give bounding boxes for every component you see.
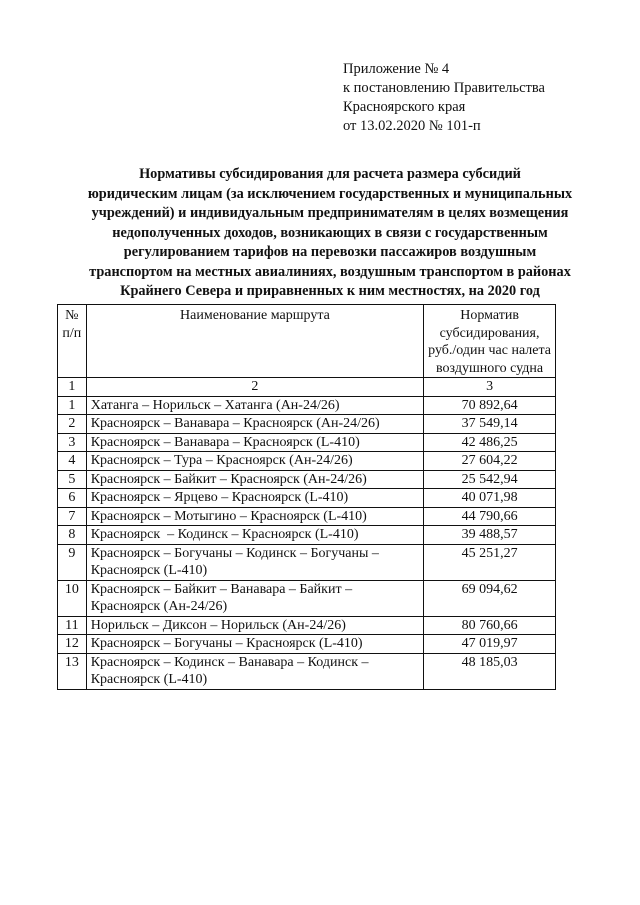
route-name: Красноярск – Мотыгино – Красноярск (L-410)	[86, 507, 423, 526]
table-row	[58, 544, 556, 580]
row-number: 3	[58, 433, 87, 452]
column-index-1: 1	[58, 378, 87, 397]
header-norm	[424, 305, 556, 378]
row-number: 10	[58, 580, 87, 616]
title-line: транспортом на местных авиалиниях, воздушным транспортом в районах	[89, 263, 571, 280]
appendix-block	[343, 60, 545, 136]
column-index-3: 3	[424, 378, 556, 397]
route-name-line-1: Красноярск – Байкит – Ванавара – Байкит –	[90, 581, 353, 597]
header-number-line-1: №	[65, 308, 79, 323]
table-row	[58, 616, 556, 635]
row-number: 12	[58, 635, 87, 654]
title-line: юридическим лицам (за исключением государственных и муниципальных	[87, 185, 573, 202]
route-name: Норильск – Диксон – Норильск (Ан-24/26)	[86, 616, 423, 635]
route-name: Красноярск – Ванавара – Красноярск (Ан-24/26)	[86, 415, 423, 434]
row-number: 13	[58, 653, 87, 689]
norm-value: 45 251,27	[424, 544, 556, 580]
header-norm-line: воздушного судна	[436, 360, 544, 376]
table-row	[58, 396, 556, 415]
appendix-line-2: к постановлению Правительства	[343, 80, 545, 96]
route-name	[86, 580, 423, 616]
norm-value: 25 542,94	[424, 470, 556, 489]
header-norm-line: субсидирования,	[439, 325, 540, 341]
route-name: Красноярск – Кодинск – Красноярск (L-410)	[86, 526, 423, 545]
title-line: Крайнего Севера и приравненных к ним местностях, на 2020 год	[120, 283, 540, 299]
route-name	[86, 653, 423, 689]
table-row	[58, 489, 556, 508]
table-row	[58, 470, 556, 489]
norm-value: 42 486,25	[424, 433, 556, 452]
route-name-line-2: Красноярск (L-410)	[90, 563, 208, 578]
row-number: 11	[58, 616, 87, 635]
document-title	[70, 165, 590, 302]
table-row	[58, 415, 556, 434]
header-route: Наименование маршрута	[86, 305, 423, 378]
row-number: 4	[58, 452, 87, 471]
route-name-line-1: Красноярск – Богучаны – Кодинск – Богучаны –	[90, 545, 379, 561]
norm-value: 44 790,66	[424, 507, 556, 526]
header-norm-line: руб./один час налета	[428, 343, 551, 358]
norm-value: 37 549,14	[424, 415, 556, 434]
table-row	[58, 507, 556, 526]
route-name-line-1: Красноярск – Кодинск – Ванавара – Кодинск –	[90, 654, 369, 670]
title-line: регулированием тарифов на перевозки пассажиров воздушным	[123, 244, 537, 260]
route-name: Красноярск – Тура – Красноярск (Ан-24/26)	[86, 452, 423, 471]
header-norm-line: Норматив	[460, 308, 519, 323]
norm-value: 47 019,97	[424, 635, 556, 654]
table-row	[58, 433, 556, 452]
table-header-row	[58, 305, 556, 378]
table-row	[58, 526, 556, 545]
norm-value: 69 094,62	[424, 580, 556, 616]
row-number: 9	[58, 544, 87, 580]
norm-value: 70 892,64	[424, 396, 556, 415]
appendix-line-3: Красноярского края	[343, 99, 466, 115]
route-name: Красноярск – Байкит – Красноярск (Ан-24/26)	[86, 470, 423, 489]
column-index-2: 2	[86, 378, 423, 397]
norm-value: 48 185,03	[424, 653, 556, 689]
row-number: 2	[58, 415, 87, 434]
route-name-line-2: Красноярск (L-410)	[90, 672, 208, 687]
header-number-line-2: п/п	[62, 325, 82, 341]
route-name: Хатанга – Норильск – Хатанга (Ан-24/26)	[86, 396, 423, 415]
row-number: 5	[58, 470, 87, 489]
appendix-line-4: от 13.02.2020 № 101-п	[343, 118, 481, 134]
row-number: 7	[58, 507, 87, 526]
route-name: Красноярск – Богучаны – Красноярск (L-410)	[86, 635, 423, 654]
route-name: Красноярск – Ярцево – Красноярск (L-410)	[86, 489, 423, 508]
appendix-line-1: Приложение № 4	[343, 61, 450, 77]
norm-value: 40 071,98	[424, 489, 556, 508]
table-row	[58, 580, 556, 616]
table-row	[58, 452, 556, 471]
row-number: 6	[58, 489, 87, 508]
route-name-line-2: Красноярск (Ан-24/26)	[90, 599, 228, 614]
norm-value: 80 760,66	[424, 616, 556, 635]
row-number: 1	[58, 396, 87, 415]
route-name	[86, 544, 423, 580]
norms-table	[57, 304, 556, 690]
title-line: учреждений) и индивидуальным предпринимателям в целях возмещения	[91, 205, 569, 221]
column-index-row	[58, 378, 556, 397]
table-row	[58, 653, 556, 689]
title-line: недополученных доходов, возникающих в связи с государственным	[112, 224, 548, 241]
norm-value: 39 488,57	[424, 526, 556, 545]
row-number: 8	[58, 526, 87, 545]
title-line: Нормативы субсидирования для расчета размера субсидий	[139, 166, 521, 182]
route-name: Красноярск – Ванавара – Красноярск (L-410)	[86, 433, 423, 452]
table-row	[58, 635, 556, 654]
header-number	[58, 305, 87, 378]
norm-value: 27 604,22	[424, 452, 556, 471]
